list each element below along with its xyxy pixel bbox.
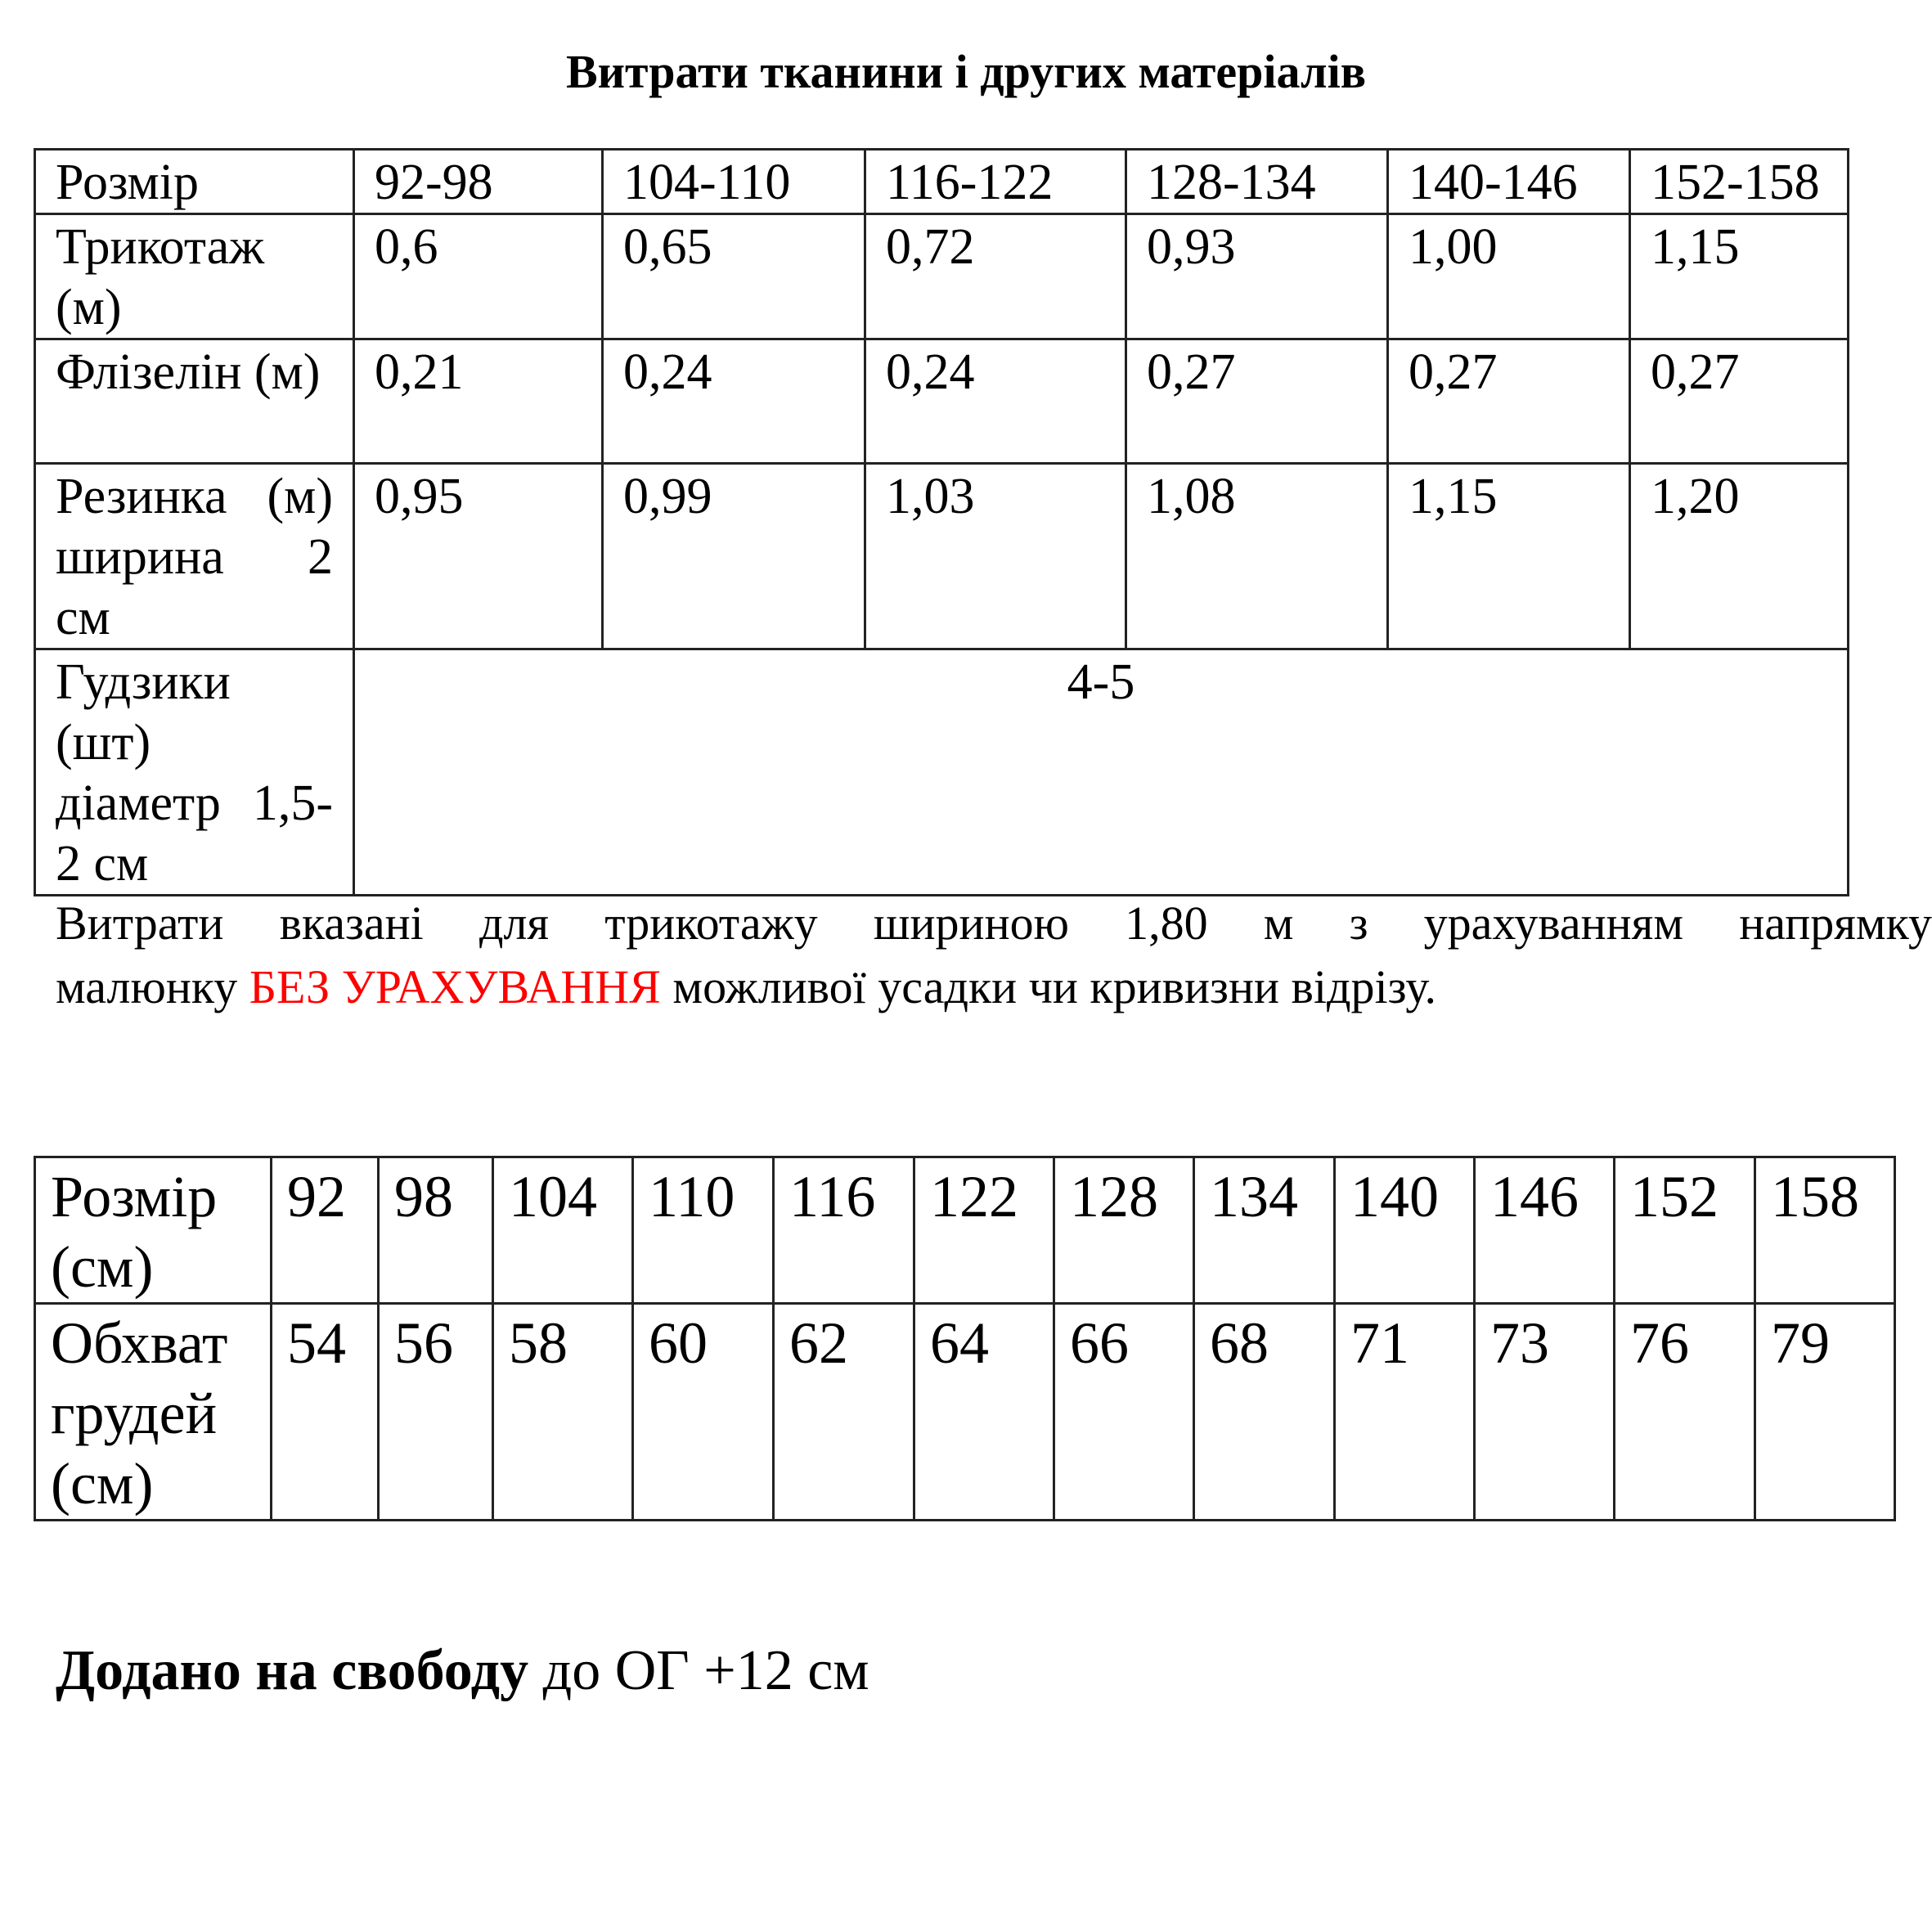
table-row-buttons xyxy=(35,649,1849,896)
girth-cell: 73 xyxy=(1475,1304,1615,1521)
table-cell: 0,27 xyxy=(1388,339,1630,464)
note-line-1: Витрати вказані для трикотажу шириною 1,80 м з урахуванням напрямку xyxy=(56,896,1932,950)
girth-cell: 58 xyxy=(493,1304,633,1521)
table-cell: 1,08 xyxy=(1126,464,1388,649)
header-cell: 140-146 xyxy=(1388,150,1630,214)
table-cell: 0,27 xyxy=(1630,339,1849,464)
row-label: Розмір (см) xyxy=(35,1157,272,1304)
girth-cell: 56 xyxy=(379,1304,493,1521)
row-label: Флізелін (м) xyxy=(35,339,354,464)
size-cell: 140 xyxy=(1335,1157,1475,1304)
row-label-line: см xyxy=(56,590,110,645)
header-cell: 92-98 xyxy=(354,150,603,214)
table-cell: 0,6 xyxy=(354,214,603,339)
size-cell: 146 xyxy=(1475,1157,1615,1304)
size-cell: 122 xyxy=(914,1157,1054,1304)
header-cell: 152-158 xyxy=(1630,150,1849,214)
table-cell: 1,20 xyxy=(1630,464,1849,649)
size-cell: 152 xyxy=(1615,1157,1755,1304)
size-chart-table xyxy=(34,1156,1896,1521)
row-label-line: Резинка (м) xyxy=(56,469,333,524)
table-cell: 1,15 xyxy=(1388,464,1630,649)
size-cell: 110 xyxy=(633,1157,774,1304)
table-header-row xyxy=(35,150,1849,214)
table-cell: 0,93 xyxy=(1126,214,1388,339)
girth-cell: 62 xyxy=(774,1304,914,1521)
ease-note-value: до ОГ +12 см xyxy=(542,1639,869,1702)
size-cell: 98 xyxy=(379,1157,493,1304)
ease-allowance-note xyxy=(56,1634,869,1708)
row-label: Трикотаж (м) xyxy=(35,214,354,339)
merged-cell-buttons-count: 4-5 xyxy=(354,649,1849,896)
table-cell: 1,15 xyxy=(1630,214,1849,339)
table-cell: 0,99 xyxy=(603,464,865,649)
header-cell: 104-110 xyxy=(603,150,865,214)
consumption-note xyxy=(56,892,1932,1019)
row-label-line: 2 см xyxy=(56,836,149,892)
table-cell: 0,65 xyxy=(603,214,865,339)
size-row xyxy=(35,1157,1895,1304)
row-label-line: Гудзики xyxy=(56,654,231,710)
table-row-elastic xyxy=(35,464,1849,649)
girth-cell: 66 xyxy=(1054,1304,1194,1521)
materials-table xyxy=(34,148,1849,896)
header-cell: 128-134 xyxy=(1126,150,1388,214)
header-cell: 116-122 xyxy=(865,150,1126,214)
girth-cell: 76 xyxy=(1615,1304,1755,1521)
girth-cell: 79 xyxy=(1755,1304,1895,1521)
girth-cell: 64 xyxy=(914,1304,1054,1521)
row-label-line: діаметр 1,5- xyxy=(56,775,333,831)
table-cell: 0,24 xyxy=(603,339,865,464)
table-cell: 0,72 xyxy=(865,214,1126,339)
table-cell: 1,03 xyxy=(865,464,1126,649)
chest-girth-row xyxy=(35,1304,1895,1521)
table-cell: 0,21 xyxy=(354,339,603,464)
row-label-line: (шт) xyxy=(56,715,151,771)
size-cell: 116 xyxy=(774,1157,914,1304)
table-cell: 0,24 xyxy=(865,339,1126,464)
row-label: Обхват грудей (см) xyxy=(35,1304,272,1521)
note-line-2-end: можливої усадки чи кривизни відрізу. xyxy=(672,960,1437,1013)
ease-note-bold: Додано на свободу xyxy=(56,1639,529,1702)
size-cell: 134 xyxy=(1194,1157,1335,1304)
note-highlight-warning: БЕЗ УРАХУВАННЯ xyxy=(249,960,661,1013)
document-title: Витрати тканини і других матеріалів xyxy=(565,45,1367,98)
header-cell-size: Розмір xyxy=(35,150,354,214)
size-cell: 92 xyxy=(272,1157,379,1304)
girth-cell: 54 xyxy=(272,1304,379,1521)
table-cell: 1,00 xyxy=(1388,214,1630,339)
table-row-interfacing xyxy=(35,339,1849,464)
table-row-knit xyxy=(35,214,1849,339)
size-cell: 128 xyxy=(1054,1157,1194,1304)
girth-cell: 68 xyxy=(1194,1304,1335,1521)
size-cell: 158 xyxy=(1755,1157,1895,1304)
size-cell: 104 xyxy=(493,1157,633,1304)
row-label-line: ширина 2 xyxy=(56,529,333,585)
girth-cell: 71 xyxy=(1335,1304,1475,1521)
row-label xyxy=(35,649,354,896)
table-cell: 0,27 xyxy=(1126,339,1388,464)
note-line-2-start: малюнку xyxy=(56,960,238,1013)
table-cell: 0,95 xyxy=(354,464,603,649)
row-label xyxy=(35,464,354,649)
girth-cell: 60 xyxy=(633,1304,774,1521)
